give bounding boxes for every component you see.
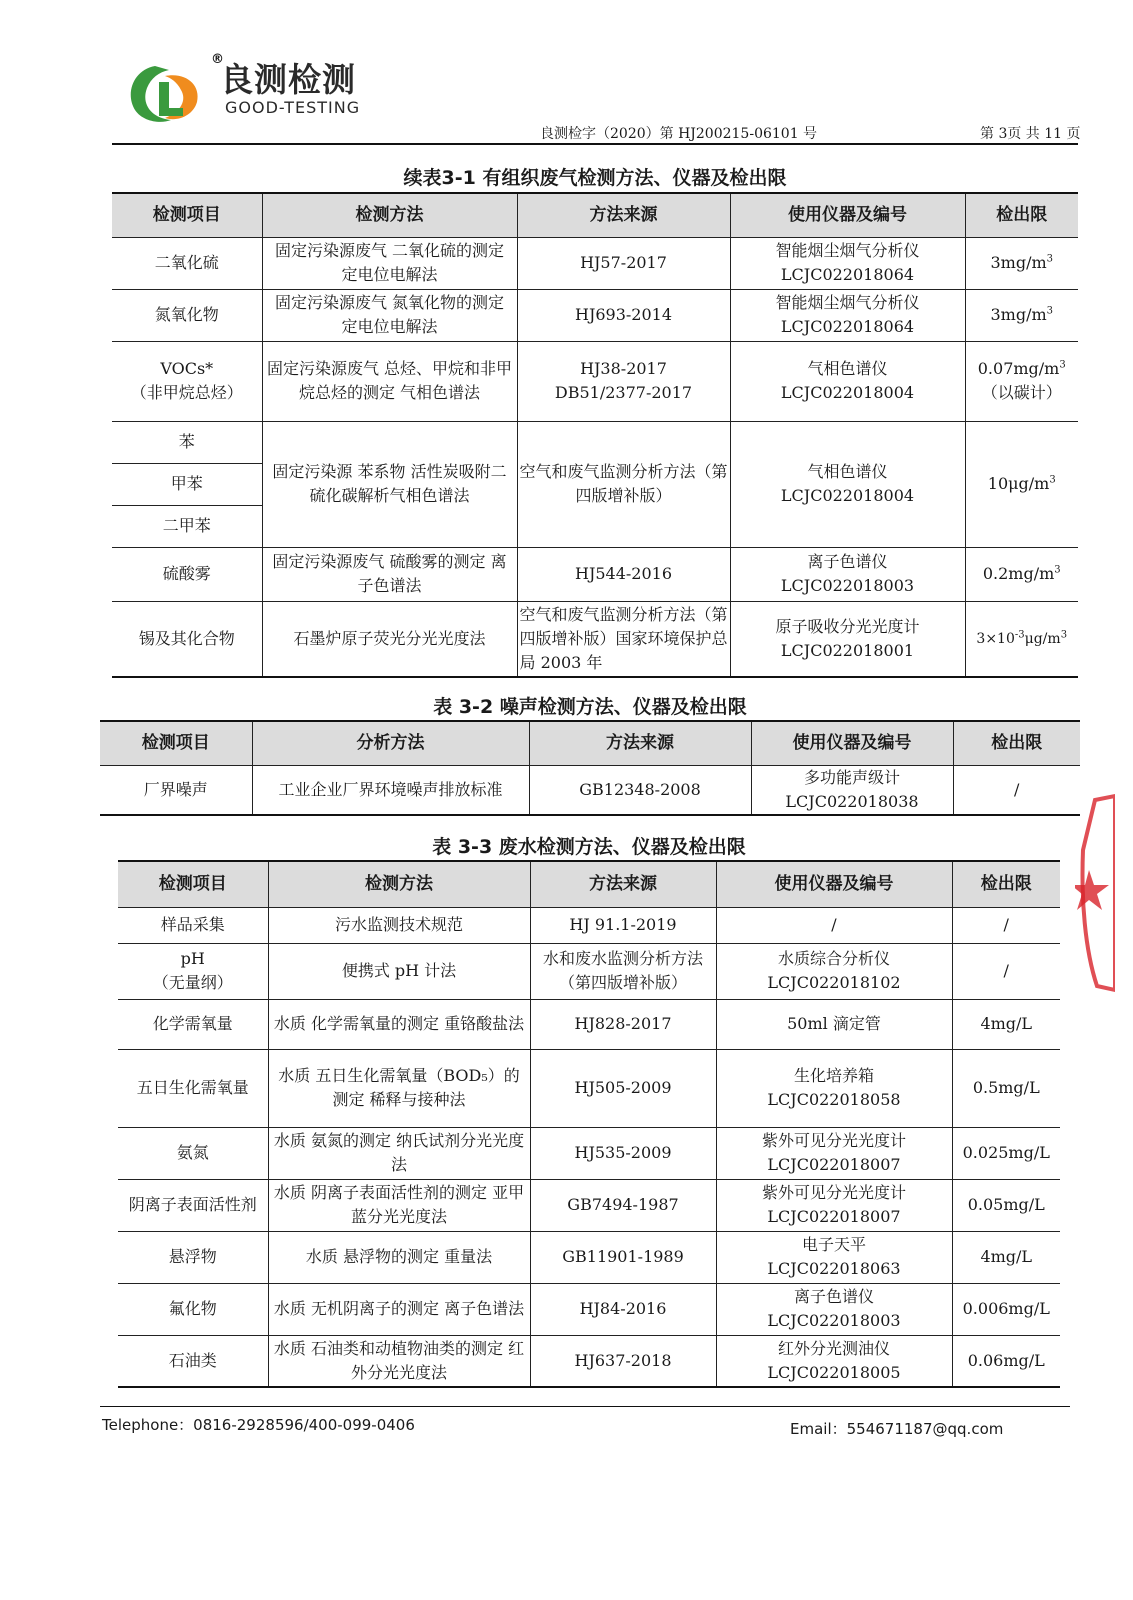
table2-header-row <box>100 721 1080 765</box>
table1 <box>112 192 1078 678</box>
table-row <box>112 421 1078 463</box>
instrument-number: LCJC022018064 <box>780 317 915 336</box>
footer-telephone: Telephone：0816-2928596/400-099-0406 <box>102 1416 415 1434</box>
instrument-cell <box>730 237 965 289</box>
instrument-number: LCJC022018003 <box>767 1311 901 1330</box>
limit-superscript: 3 <box>1054 564 1061 576</box>
instrument-name: 离子色谱仪 <box>807 552 888 571</box>
method-cell: 便携式 pH 计法 <box>268 943 530 999</box>
source-cell: HJ828-2017 <box>530 999 716 1049</box>
limit-value: 3×10 <box>976 630 1015 647</box>
method-cell: 水质 五日生化需氧量（BOD₅）的测定 稀释与接种法 <box>268 1049 530 1127</box>
table3-header: 检测方法 <box>268 861 530 907</box>
table1-header: 检测项目 <box>112 193 262 237</box>
limit-note: （以碳计） <box>981 383 1062 402</box>
limit-cell: / <box>953 765 1080 815</box>
instrument-cell <box>716 1231 952 1283</box>
limit-cell: / <box>952 907 1060 943</box>
limit-cell: 0.025mg/L <box>952 1127 1060 1179</box>
source-cell: HJ505-2009 <box>530 1049 716 1127</box>
source-standard: DB51/2377-2017 <box>554 383 693 402</box>
item-cell: 氟化物 <box>118 1283 268 1335</box>
table-row <box>118 1127 1060 1179</box>
instrument-cell <box>730 341 965 421</box>
instrument-number: LCJC022018007 <box>767 1207 901 1226</box>
limit-cell: 4mg/L <box>952 999 1060 1049</box>
table2-header: 检测项目 <box>100 721 252 765</box>
table2-header: 使用仪器及编号 <box>751 721 953 765</box>
instrument-name: 多功能声级计 <box>803 767 900 787</box>
item-cell: 氮氧化物 <box>112 289 262 341</box>
method-cell: 水质 石油类和动植物油类的测定 红外分光光度法 <box>268 1335 530 1387</box>
logo-mark-icon <box>125 60 211 124</box>
table-row <box>118 907 1060 943</box>
table1-header: 检出限 <box>965 193 1078 237</box>
limit-superscript: 3 <box>1049 474 1056 486</box>
limit-cell <box>965 237 1078 289</box>
instrument-cell: / <box>716 907 952 943</box>
table3-header-row <box>118 861 1060 907</box>
limit-cell: 0.006mg/L <box>952 1283 1060 1335</box>
source-cell: HJ57-2017 <box>517 237 730 289</box>
item-cell: 二氧化硫 <box>112 237 262 289</box>
method-cell: 水质 化学需氧量的测定 重铬酸盐法 <box>268 999 530 1049</box>
source-cell: 空气和废气监测分析方法（第四版增补版） <box>517 421 730 547</box>
item-cell: 石油类 <box>118 1335 268 1387</box>
limit-cell: / <box>952 943 1060 999</box>
table3-header: 检测项目 <box>118 861 268 907</box>
table-row <box>118 1335 1060 1387</box>
table-row <box>118 1283 1060 1335</box>
table-row <box>112 547 1078 601</box>
source-cell: HJ637-2018 <box>530 1335 716 1387</box>
table2-caption: 表 3-2 噪声检测方法、仪器及检出限 <box>433 696 747 718</box>
table-row <box>118 1231 1060 1283</box>
limit-superscript: 3 <box>1059 359 1066 371</box>
source-cell: HJ84-2016 <box>530 1283 716 1335</box>
table-row <box>118 1179 1060 1231</box>
method-cell: 固定污染源废气 硫酸雾的测定 离子色谱法 <box>262 547 517 601</box>
limit-superscript: 3 <box>1046 305 1054 317</box>
item-note: （非甲烷总烃） <box>130 383 243 402</box>
instrument-name: 水质综合分析仪 <box>777 949 890 968</box>
item-cell: 硫酸雾 <box>112 547 262 601</box>
instrument-name: 原子吸收分光光度计 <box>775 616 920 636</box>
limit-value: 10μg/m <box>987 474 1050 493</box>
table-row <box>100 765 1080 815</box>
limit-superscript: -3 <box>1014 629 1025 641</box>
logo-chinese-name: 良测检测 <box>220 60 356 99</box>
limit-superscript: 3 <box>1046 253 1054 265</box>
item-cell: 二甲苯 <box>112 505 262 547</box>
instrument-name: 离子色谱仪 <box>793 1287 874 1306</box>
limit-cell <box>965 341 1078 421</box>
table3-caption: 表 3-3 废水检测方法、仪器及检出限 <box>432 836 746 858</box>
item-cell: 锡及其化合物 <box>112 601 262 677</box>
limit-cell <box>965 289 1078 341</box>
limit-cell: 0.06mg/L <box>952 1335 1060 1387</box>
item-cell: 悬浮物 <box>118 1231 268 1283</box>
method-cell: 水质 悬浮物的测定 重量法 <box>268 1231 530 1283</box>
source-cell: HJ535-2009 <box>530 1127 716 1179</box>
instrument-number: LCJC022018064 <box>780 265 915 284</box>
instrument-number: LCJC022018004 <box>780 383 915 402</box>
item-cell: 厂界噪声 <box>100 765 252 815</box>
instrument-number: LCJC022018102 <box>767 973 901 992</box>
item-name: pH <box>180 949 205 968</box>
table2 <box>100 720 1080 816</box>
table3-header: 使用仪器及编号 <box>716 861 952 907</box>
instrument-number: LCJC022018001 <box>780 640 915 660</box>
logo-english-name: GOOD-TESTING <box>225 98 361 117</box>
instrument-number: LCJC022018058 <box>767 1090 901 1109</box>
instrument-cell <box>730 547 965 601</box>
source-cell <box>517 341 730 421</box>
item-cell: 苯 <box>112 421 262 463</box>
instrument-cell <box>716 1049 952 1127</box>
header-rule <box>112 143 1078 145</box>
limit-cell: 4mg/L <box>952 1231 1060 1283</box>
item-cell <box>112 341 262 421</box>
limit-value: 3mg/m <box>990 253 1047 272</box>
table2-header: 方法来源 <box>529 721 751 765</box>
limit-cell: 0.05mg/L <box>952 1179 1060 1231</box>
table1-header-row <box>112 193 1078 237</box>
instrument-cell <box>716 1127 952 1179</box>
item-cell: 化学需氧量 <box>118 999 268 1049</box>
item-name: VOCs* <box>160 359 214 378</box>
instrument-number: LCJC022018063 <box>767 1259 901 1278</box>
table2-header: 检出限 <box>953 721 1080 765</box>
source-cell: 水和废水监测分析方法（第四版增补版） <box>530 943 716 999</box>
page-number: 第 3页 共 11 页 <box>980 126 1081 142</box>
instrument-name: 紫外可见分光光度计 <box>761 1131 906 1150</box>
source-cell: 空气和废气监测分析方法（第四版增补版）国家环境保护总局 2003 年 <box>517 601 730 677</box>
source-cell: GB12348-2008 <box>529 765 751 815</box>
table1-caption: 续表3-1 有组织废气检测方法、仪器及检出限 <box>403 167 787 189</box>
item-cell: 阴离子表面活性剂 <box>118 1179 268 1231</box>
table1-header: 方法来源 <box>517 193 730 237</box>
instrument-cell: 50ml 滴定管 <box>716 999 952 1049</box>
table1-header: 使用仪器及编号 <box>730 193 965 237</box>
instrument-cell <box>716 943 952 999</box>
item-cell: 氨氮 <box>118 1127 268 1179</box>
instrument-name: 电子天平 <box>801 1235 866 1254</box>
table-row <box>112 341 1078 421</box>
item-cell: 甲苯 <box>112 463 262 505</box>
item-cell: 样品采集 <box>118 907 268 943</box>
item-cell: 五日生化需氧量 <box>118 1049 268 1127</box>
official-seal-stamp <box>1075 790 1115 1000</box>
method-cell: 石墨炉原子荧光分光光度法 <box>262 601 517 677</box>
limit-value: 3mg/m <box>990 305 1047 324</box>
instrument-number: LCJC022018004 <box>780 486 915 505</box>
instrument-cell <box>730 289 965 341</box>
instrument-name: 气相色谱仪 <box>807 359 888 378</box>
instrument-number: LCJC022018003 <box>780 576 915 595</box>
instrument-name: 红外分光测油仪 <box>777 1338 890 1358</box>
item-cell <box>118 943 268 999</box>
instrument-cell <box>751 765 953 815</box>
table-row <box>112 237 1078 289</box>
instrument-number: LCJC022018038 <box>785 791 919 811</box>
instrument-name: 生化培养箱 <box>793 1066 874 1085</box>
source-cell: HJ 91.1-2019 <box>530 907 716 943</box>
source-cell: GB7494-1987 <box>530 1179 716 1231</box>
method-cell: 固定污染源废气 二氧化硫的测定 定电位电解法 <box>262 237 517 289</box>
source-cell: HJ544-2016 <box>517 547 730 601</box>
report-number: 良测检字（2020）第 HJ200215-06101 号 <box>540 126 818 142</box>
table-row <box>118 1049 1060 1127</box>
limit-cell: 0.5mg/L <box>952 1049 1060 1127</box>
item-note: （无量纲） <box>152 973 233 992</box>
table3-header: 检出限 <box>952 861 1060 907</box>
limit-unit: μg/m <box>1024 630 1061 647</box>
registered-mark: ® <box>211 52 224 67</box>
method-cell: 水质 无机阴离子的测定 离子色谱法 <box>268 1283 530 1335</box>
method-cell: 固定污染源废气 总烃、甲烷和非甲烷总烃的测定 气相色谱法 <box>262 341 517 421</box>
limit-superscript: 3 <box>1060 629 1068 641</box>
instrument-cell <box>716 1179 952 1231</box>
table-row <box>118 943 1060 999</box>
instrument-name: 智能烟尘烟气分析仪 <box>775 241 920 260</box>
table-row <box>118 999 1060 1049</box>
footer-email: Email：554671187@qq.com <box>790 1420 1004 1438</box>
limit-cell <box>965 547 1078 601</box>
instrument-name: 智能烟尘烟气分析仪 <box>775 293 920 312</box>
source-cell: HJ693-2014 <box>517 289 730 341</box>
table2-header: 分析方法 <box>252 721 529 765</box>
limit-cell <box>965 601 1078 677</box>
table-row <box>112 289 1078 341</box>
method-cell: 固定污染源 苯系物 活性炭吸附二硫化碳解析气相色谱法 <box>262 421 517 547</box>
instrument-number: LCJC022018005 <box>767 1362 901 1382</box>
instrument-number: LCJC022018007 <box>767 1155 901 1174</box>
method-cell: 污水监测技术规范 <box>268 907 530 943</box>
instrument-cell <box>716 1335 952 1387</box>
footer-rule <box>100 1406 1070 1407</box>
method-cell: 固定污染源废气 氮氧化物的测定 定电位电解法 <box>262 289 517 341</box>
instrument-cell <box>730 601 965 677</box>
table-row <box>112 601 1078 677</box>
instrument-cell <box>716 1283 952 1335</box>
instrument-name: 气相色谱仪 <box>807 462 888 481</box>
source-cell: GB11901-1989 <box>530 1231 716 1283</box>
table1-header: 检测方法 <box>262 193 517 237</box>
method-cell: 水质 阴离子表面活性剂的测定 亚甲蓝分光光度法 <box>268 1179 530 1231</box>
limit-value: 0.2mg/m <box>982 564 1055 583</box>
company-logo <box>125 52 375 132</box>
instrument-name: 紫外可见分光光度计 <box>761 1183 906 1202</box>
method-cell: 水质 氨氮的测定 纳氏试剂分光光度法 <box>268 1127 530 1179</box>
table3-header: 方法来源 <box>530 861 716 907</box>
instrument-cell <box>730 421 965 547</box>
limit-cell <box>965 421 1078 547</box>
table3 <box>118 860 1060 1388</box>
method-cell: 工业企业厂界环境噪声排放标准 <box>252 765 529 815</box>
limit-value: 0.07mg/m <box>977 359 1060 378</box>
source-standard: HJ38-2017 <box>580 359 667 378</box>
